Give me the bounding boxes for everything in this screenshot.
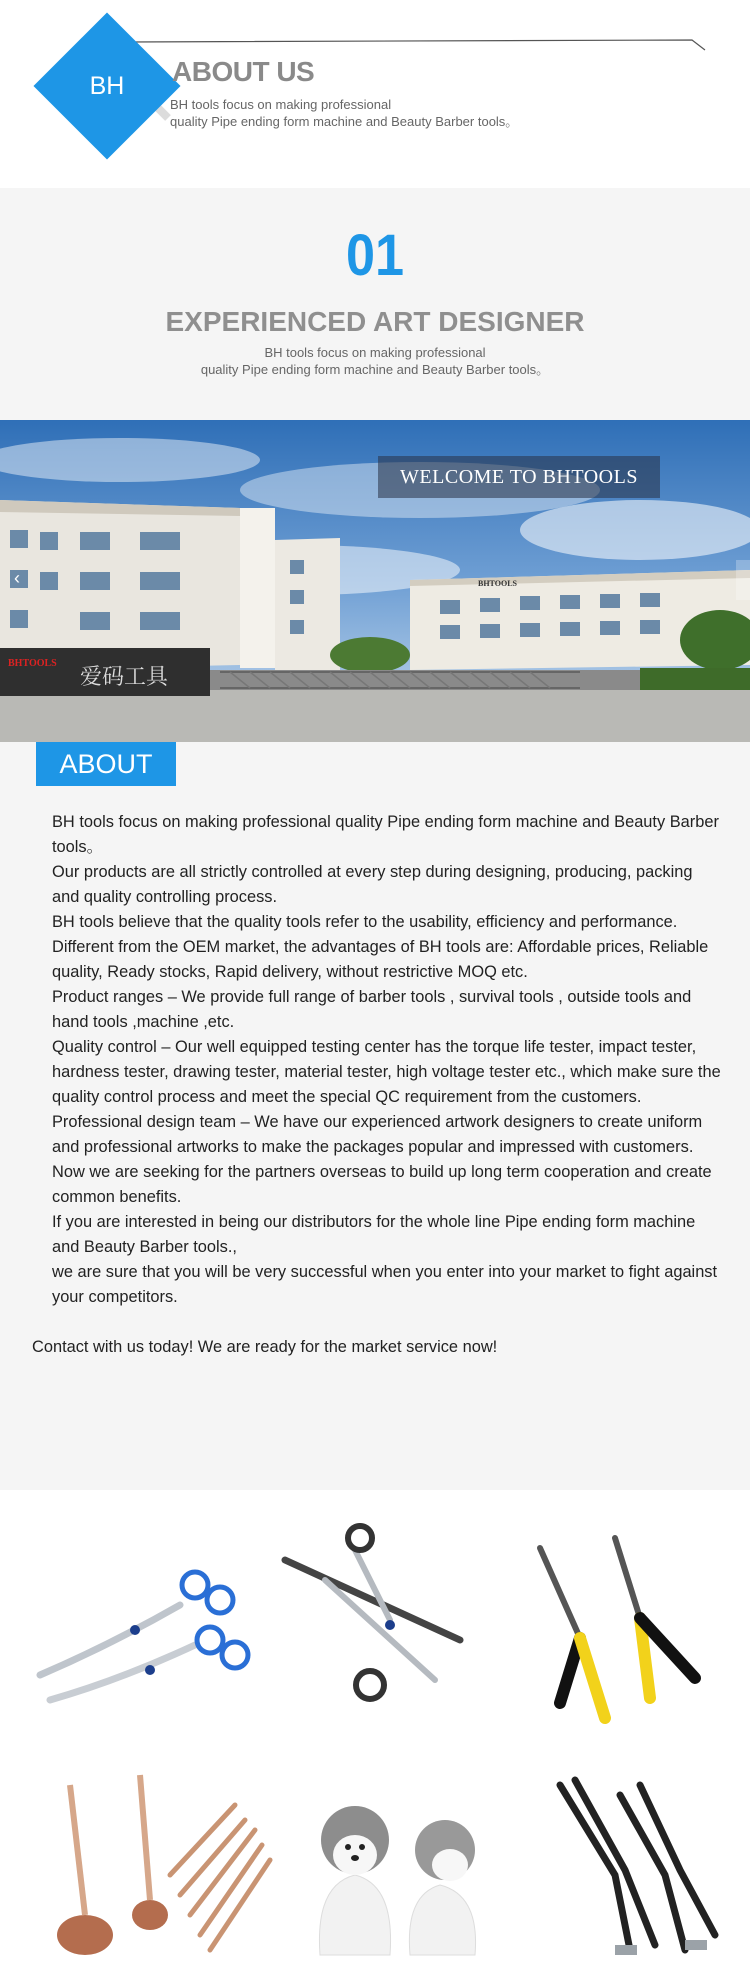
designer-title: EXPERIENCED ART DESIGNER <box>165 306 585 337</box>
about-paragraph: Now we are seeking for the partners overseas to build up long term cooperation and create common benefits. <box>52 1163 712 1206</box>
about-paragraph: Product ranges – We provide full range of barber tools , survival tools , outside tools and hand tools ,machine ,etc. <box>52 988 692 1031</box>
section-number: 01 <box>345 223 405 288</box>
building-sign: BHTOOLS <box>478 579 517 588</box>
about-paragraph: we are sure that you will be very successful when you enter into your market to fight against your competitors. <box>52 1263 718 1306</box>
product-gallery <box>0 1490 750 1961</box>
about-paragraph: Quality control – Our well equipped testing center has the torque life tester, impact tester, hardness tester, drawing tester, material tester, high voltage tester etc., which make sure the quality control process and meet the special QC requirement from the customers. <box>52 1038 721 1106</box>
about-paragraph: BH tools believe that the quality tools refer to the usability, efficiency and performance. Different from the OEM market, the advantages of BH tools are: Affordable prices, Reliable quality, Ready stocks, Rapid delivery, without restrictive MOQ etc. <box>52 913 709 981</box>
about-paragraph: If you are interested in being our distributors for the whole line Pipe ending form machine and Beauty Barber tools., <box>52 1213 696 1256</box>
about-content <box>0 742 750 1490</box>
grooming-dog-model-image[interactable] <box>300 1765 500 1965</box>
subtitle-line: quality Pipe ending form machine and Beauty Barber tools。 <box>170 114 519 129</box>
slider-next-handle[interactable] <box>736 560 750 600</box>
straight-scissors-image[interactable] <box>275 1520 475 1720</box>
subtitle-line: BH tools focus on making professional <box>264 345 486 360</box>
chevron-left-icon[interactable]: ‹ <box>14 568 20 588</box>
about-badge: ABOUT <box>36 742 176 786</box>
gate-sign-latin: BHTOOLS <box>8 658 57 669</box>
contact-line: Contact with us today! We are ready for the market service now! <box>32 1338 498 1356</box>
about-paragraph: Our products are all strictly controlled at every step during designing, producing, packing and quality controlling process. <box>52 863 693 906</box>
curved-scissors-image[interactable] <box>30 1550 260 1730</box>
wire-twister-pliers-image[interactable] <box>545 1765 745 1965</box>
subtitle-line: BH tools focus on making professional <box>170 97 392 112</box>
designer-section <box>0 188 750 420</box>
gate-sign-chinese: 爱码工具 <box>80 665 169 690</box>
makeup-brushes-image[interactable] <box>40 1765 280 1965</box>
pliers-image[interactable] <box>520 1528 720 1728</box>
section-subtitle <box>170 96 518 130</box>
section-title: ABOUT US <box>172 56 315 87</box>
welcome-caption: WELCOME TO BHTOOLS <box>378 456 660 498</box>
about-us-header <box>0 0 750 188</box>
logo-text: BH <box>89 71 125 100</box>
about-text <box>32 810 724 1360</box>
about-paragraph: Professional design team – We have our experienced artwork designers to create uniform and professional artworks to make the packages popular and impressed with customers. <box>52 1113 703 1156</box>
factory-banner <box>0 420 750 742</box>
designer-subtitle <box>0 344 750 378</box>
about-paragraph: BH tools focus on making professional quality Pipe ending form machine and Beauty Barber tools。 <box>52 813 719 856</box>
subtitle-line: quality Pipe ending form machine and Beauty Barber tools。 <box>200 362 550 377</box>
